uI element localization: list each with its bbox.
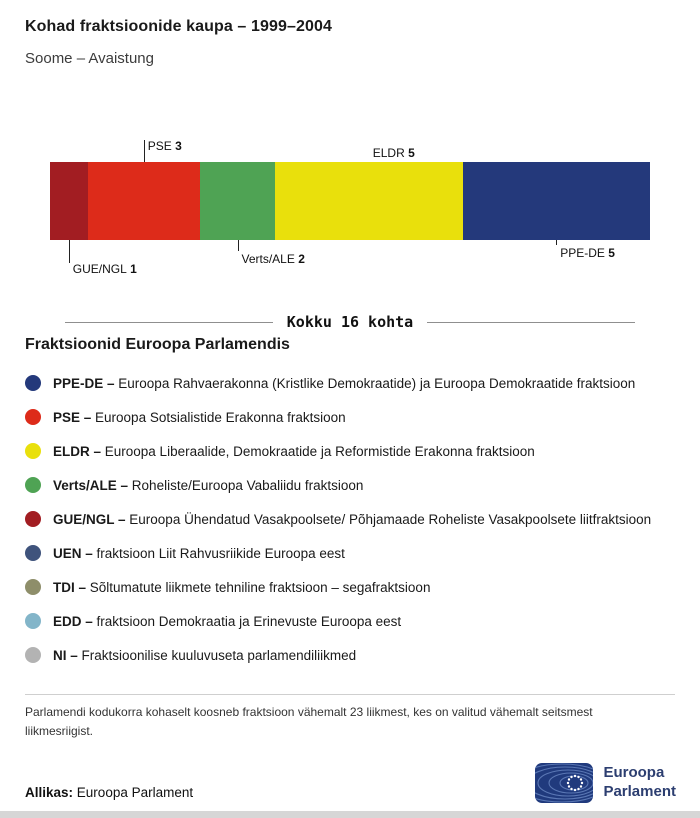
legend-color-dot-pse xyxy=(25,409,41,425)
seat-distribution-chart xyxy=(0,0,700,310)
callout-line-ppe-de xyxy=(556,240,557,245)
legend-item-verts-ale xyxy=(25,468,680,502)
legend-item-gue-ngl xyxy=(25,502,680,536)
callout-label-eldr: ELDR 5 xyxy=(372,146,415,160)
callout-line-gue-ngl xyxy=(69,240,70,263)
logo-word-2: Parlament xyxy=(603,783,676,800)
page-title: Kohad fraktsioonide kaupa – 1999–2004 xyxy=(25,18,332,35)
legend-item-uen xyxy=(25,536,680,570)
legend-list xyxy=(25,366,680,672)
legend-color-dot-gue-ngl xyxy=(25,511,41,527)
bar-segment-pse xyxy=(88,162,201,240)
callout-label-gue-ngl: GUE/NGL 1 xyxy=(72,262,137,276)
page-subtitle: Soome – Avaistung xyxy=(25,50,154,67)
legend-item-text: NI – Fraktsioonilise kuuluvuseta parlamendiliikmed xyxy=(53,647,357,663)
legend-item-text: EDD – fraktsioon Demokraatia ja Erinevuste Euroopa eest xyxy=(53,613,402,629)
legend-color-dot-ppe-de xyxy=(25,375,41,391)
legend-color-dot-eldr xyxy=(25,443,41,459)
legend-item-text: GUE/NGL – Euroopa Ühendatud Vasakpoolsete/ Põhjamaade Roheliste Vasakpoolsete liitfraktsioon xyxy=(53,511,652,527)
page-bottom-strip xyxy=(0,811,700,818)
legend-item-text: ELDR – Euroopa Liberaalide, Demokraatide ja Reformistide Erakonna fraktsioon xyxy=(53,443,535,459)
bar-segment-verts-ale xyxy=(200,162,275,240)
footnote-divider xyxy=(25,694,675,695)
legend-item-text: TDI – Sõltumatute liikmete tehniline fraktsioon – segafraktsioon xyxy=(53,579,431,595)
callout-label-pse: PSE 3 xyxy=(147,139,182,153)
logo-word-1: Euroopa xyxy=(603,764,665,782)
legend-item-text: UEN – fraktsioon Liit Rahvusriikide Euroopa eest xyxy=(53,545,345,561)
footnote-text: Parlamendi kodukorra kohaselt koosneb fraktsioon vähemalt 23 liikmest, kes on valitud vähemalt seitsmest liikmesriigist. xyxy=(25,705,593,738)
seat-bar xyxy=(50,162,650,240)
legend-item-eldr xyxy=(25,434,680,468)
legend-color-dot-uen xyxy=(25,545,41,561)
legend-item-text: Verts/ALE – Roheliste/Euroopa Vabaliidu fraktsioon xyxy=(53,477,364,493)
callout-label-ppe-de: PPE-DE 5 xyxy=(560,246,615,260)
legend-color-dot-ni xyxy=(25,647,41,663)
legend-item-pse xyxy=(25,400,680,434)
legend-color-dot-tdi xyxy=(25,579,41,595)
callout-line-verts-ale xyxy=(238,240,239,251)
legend-item-edd xyxy=(25,604,680,638)
source-label: Allikas: xyxy=(25,785,74,800)
legend-item-text: PPE-DE – Euroopa Rahvaerakonna (Kristlike Demokraatide) ja Euroopa Demokraatide fraktsioon xyxy=(53,375,636,391)
total-seats-label: Kokku 16 kohta xyxy=(286,313,414,331)
logo-wordmark xyxy=(603,764,676,802)
legend-color-dot-verts-ale xyxy=(25,477,41,493)
callout-label-verts-ale: Verts/ALE 2 xyxy=(241,252,305,266)
bar-segment-gue-ngl xyxy=(50,162,88,240)
legend-color-dot-edd xyxy=(25,613,41,629)
source-line xyxy=(25,785,193,800)
legend-item-text: PSE – Euroopa Sotsialistide Erakonna fraktsioon xyxy=(53,409,346,425)
source-value: Euroopa Parlament xyxy=(76,785,194,800)
legend-item-ppe-de xyxy=(25,366,680,400)
european-parliament-logo-block xyxy=(535,763,676,803)
callout-line-pse xyxy=(144,140,145,162)
total-divider-right xyxy=(427,322,635,323)
legend-heading: Fraktsioonid Euroopa Parlamendis xyxy=(25,336,290,353)
total-seats-row xyxy=(65,313,635,331)
total-divider-left xyxy=(65,322,273,323)
european-parliament-logo-icon xyxy=(535,763,593,803)
legend-item-ni xyxy=(25,638,680,672)
bar-segment-eldr xyxy=(275,162,463,240)
legend-item-tdi xyxy=(25,570,680,604)
bar-segment-ppe-de xyxy=(463,162,651,240)
